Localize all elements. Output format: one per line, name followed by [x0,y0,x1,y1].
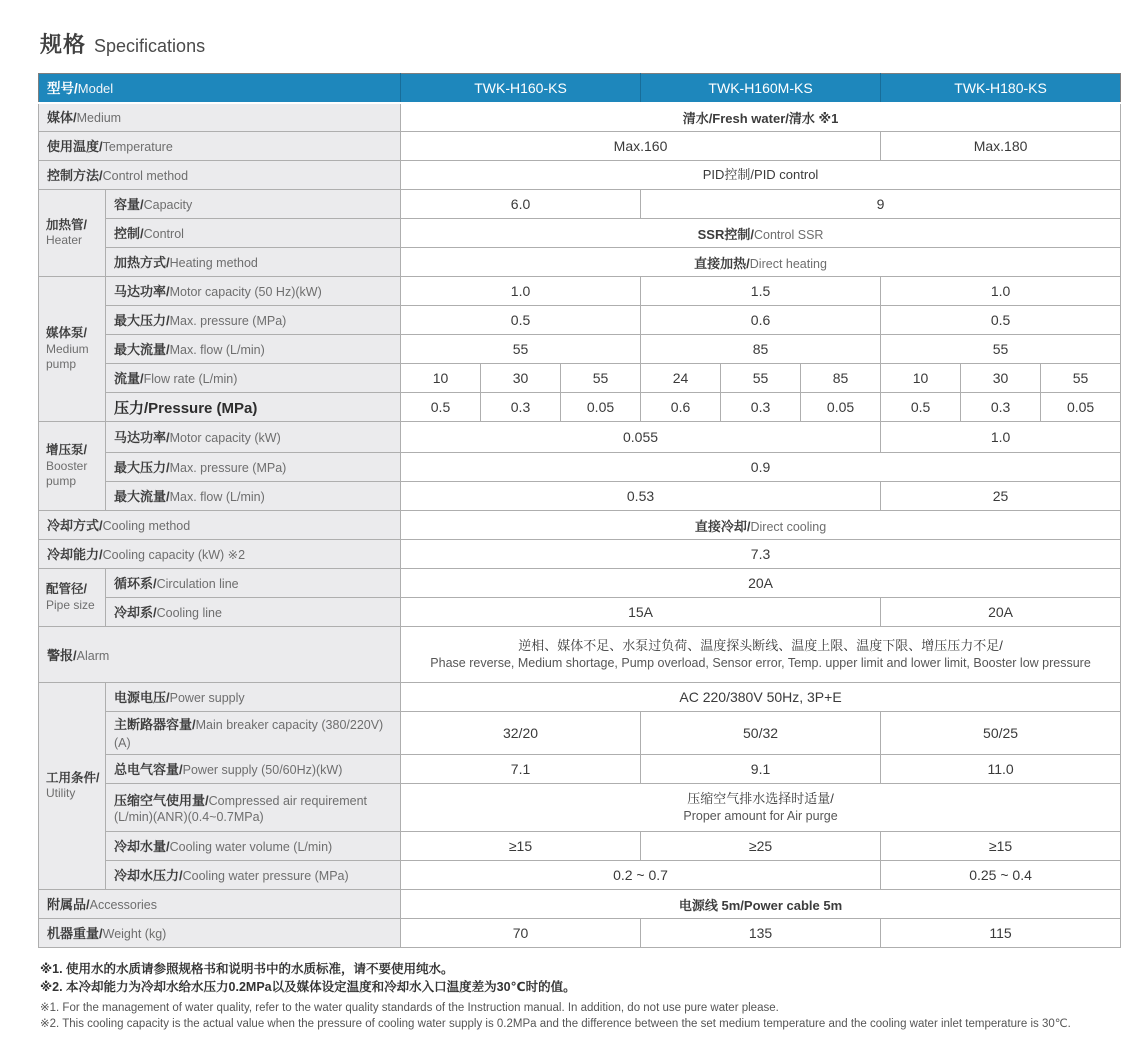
value-breaker-3: 50/25 [881,712,1121,755]
value-weight-2: 135 [641,919,881,948]
header-label-en: Model [77,81,114,97]
value-flow-1: 30 [481,364,561,393]
row-mpump-motor [39,277,1121,306]
value-booster-motor-3: 1.0 [881,422,1121,453]
footnote-en-1: ※1. For the management of water quality, refer to the water quality standards of the Instruction manual. In addition, do not use pure water please. [40,1002,779,1015]
header-model-label [39,74,401,103]
value-weight-3: 115 [881,919,1121,948]
row-weight [39,919,1121,948]
value-accessories: 电源线 5m/Power cable 5m [401,890,1121,919]
row-mpump-max-pressure [39,306,1121,335]
row-temperature [39,132,1121,161]
group-booster-pump: 增压泵/ Booster pump [39,422,106,511]
label-medium: 媒体/Medium [39,103,401,132]
value-press-4: 0.3 [721,393,801,422]
value-flow-8: 55 [1041,364,1121,393]
group-utility: 工用条件/ Utility [39,683,106,890]
label-mpump-max-pressure: 最大压力/Max. pressure (MPa) [106,306,401,335]
specifications-table [38,73,1121,948]
row-booster-motor [39,422,1121,453]
label-alarm: 警报/Alarm [39,627,401,683]
label-cooling-line: 冷却系/Cooling line [106,598,401,627]
label-booster-max-pressure: 最大压力/Max. pressure (MPa) [106,453,401,482]
row-compressed-air [39,784,1121,832]
label-booster-motor: 马达功率/Motor capacity (kW) [106,422,401,453]
value-press-6: 0.5 [881,393,961,422]
value-alarm: 逆相、媒体不足、水泵过负荷、温度探头断线、温度上限、温度下限、增压压力不足/ Phase reverse, Medium shortage, Pump overload, Sensor error, Temp. upper limit and lower limit, Booster low pressure [401,627,1121,683]
page-title-en: Specifications [94,36,206,56]
value-press-3: 0.6 [641,393,721,422]
value-breaker-2: 50/32 [641,712,881,755]
row-cooling-water-pressure [39,861,1121,890]
value-press-2: 0.05 [561,393,641,422]
value-heater-control: SSR控制/Control SSR [401,219,1121,248]
label-temperature: 使用温度/Temperature [39,132,401,161]
row-mpump-pressure [39,393,1121,422]
header-row [39,74,1121,103]
value-mpump-maxp-1: 0.5 [401,306,641,335]
value-mpump-maxp-3: 0.5 [881,306,1121,335]
value-mpump-maxp-2: 0.6 [641,306,881,335]
label-main-breaker: 主断路器容量/Main breaker capacity (380/220V)(A) [106,712,401,755]
value-cooling-capacity: 7.3 [401,540,1121,569]
value-compressed-air: 压缩空气排水选择时适量/ Proper amount for Air purge [401,784,1121,832]
value-power-supply: AC 220/380V 50Hz, 3P+E [401,683,1121,712]
value-total-power-3: 11.0 [881,755,1121,784]
value-cwv-3: ≥15 [881,832,1121,861]
footnote-en-2: ※2. This cooling capacity is the actual value when the pressure of cooling water supply is 0.2MPa and the difference between the set medium temperature and the cooling water inlet temperature is 30℃. [40,1018,1071,1031]
label-heating-method: 加热方式/Heating method [106,248,401,277]
header-model-2: TWK-H160M-KS [641,74,881,103]
value-cwp-3: 0.25 ~ 0.4 [881,861,1121,890]
value-press-0: 0.5 [401,393,481,422]
value-mpump-motor-3: 1.0 [881,277,1121,306]
label-cooling-water-volume: 冷却水量/Cooling water volume (L/min) [106,832,401,861]
value-booster-maxf-12: 0.53 [401,482,881,511]
label-mpump-max-flow: 最大流量/Max. flow (L/min) [106,335,401,364]
row-main-breaker [39,712,1121,755]
spec-sheet [38,28,1120,1032]
value-flow-7: 30 [961,364,1041,393]
value-breaker-1: 32/20 [401,712,641,755]
value-flow-4: 55 [721,364,801,393]
label-compressed-air: 压缩空气使用量/Compressed air requirement (L/min)(ANR)(0.4~0.7MPa) [106,784,401,832]
value-flow-5: 85 [801,364,881,393]
value-cooling-method: 直接冷却/Direct cooling [401,511,1121,540]
value-heater-capacity-23: 9 [641,190,1121,219]
row-booster-max-pressure [39,453,1121,482]
row-cooling-water-volume [39,832,1121,861]
value-mpump-maxf-2: 85 [641,335,881,364]
value-booster-maxf-3: 25 [881,482,1121,511]
label-cooling-capacity: 冷却能力/Cooling capacity (kW) ※2 [39,540,401,569]
value-weight-1: 70 [401,919,641,948]
value-cooling-line-3: 20A [881,598,1121,627]
value-press-5: 0.05 [801,393,881,422]
page-title [40,28,1120,59]
row-cooling-line [39,598,1121,627]
page-title-cn: 规格 [40,32,87,57]
value-booster-motor-12: 0.055 [401,422,881,453]
value-flow-3: 24 [641,364,721,393]
row-alarm [39,627,1121,683]
label-cooling-method: 冷却方式/Cooling method [39,511,401,540]
value-control-method: PID控制/PID control [401,161,1121,190]
label-circulation-line: 循环系/Circulation line [106,569,401,598]
value-flow-0: 10 [401,364,481,393]
label-total-power: 总电气容量/Power supply (50/60Hz)(kW) [106,755,401,784]
group-pipe-size: 配管径/ Pipe size [39,569,106,627]
group-medium-pump: 媒体泵/ Medium pump [39,277,106,422]
value-press-8: 0.05 [1041,393,1121,422]
row-accessories [39,890,1121,919]
footnote-cn-2: ※2. 本冷却能力为冷却水给水压力0.2MPa以及媒体设定温度和冷却水入口温度差为30℃时的值。 [40,980,576,995]
value-total-power-1: 7.1 [401,755,641,784]
value-medium: 清水/Fresh water/清水 ※1 [401,103,1121,132]
label-accessories: 附属品/Accessories [39,890,401,919]
label-cooling-water-pressure: 冷却水压力/Cooling water pressure (MPa) [106,861,401,890]
value-booster-maxp: 0.9 [401,453,1121,482]
value-mpump-maxf-3: 55 [881,335,1121,364]
row-total-power [39,755,1121,784]
header-label-cn: 型号/ [47,81,78,97]
value-mpump-maxf-1: 55 [401,335,641,364]
label-power-supply: 电源电压/Power supply [106,683,401,712]
value-flow-6: 10 [881,364,961,393]
value-temperature-180: Max.180 [881,132,1121,161]
value-temperature-160: Max.160 [401,132,881,161]
row-mpump-max-flow [39,335,1121,364]
value-heating-method: 直接加热/Direct heating [401,248,1121,277]
value-total-power-2: 9.1 [641,755,881,784]
label-mpump-motor: 马达功率/Motor capacity (50 Hz)(kW) [106,277,401,306]
value-press-1: 0.3 [481,393,561,422]
label-weight: 机器重量/Weight (kg) [39,919,401,948]
row-booster-max-flow [39,482,1121,511]
label-heater-capacity: 容量/Capacity [106,190,401,219]
value-cooling-line-12: 15A [401,598,881,627]
row-medium [39,103,1121,132]
label-mpump-pressure: 压力/Pressure (MPa) [106,393,401,422]
label-booster-max-flow: 最大流量/Max. flow (L/min) [106,482,401,511]
row-mpump-flow-rate [39,364,1121,393]
row-circulation-line [39,569,1121,598]
header-model-1: TWK-H160-KS [401,74,641,103]
label-heater-control: 控制/Control [106,219,401,248]
row-cooling-capacity [39,540,1121,569]
row-heater-capacity [39,190,1121,219]
value-cwv-1: ≥15 [401,832,641,861]
row-power-supply [39,683,1121,712]
row-heating-method [39,248,1121,277]
value-mpump-motor-1: 1.0 [401,277,641,306]
label-control-method: 控制方法/Control method [39,161,401,190]
value-cwv-2: ≥25 [641,832,881,861]
value-mpump-motor-2: 1.5 [641,277,881,306]
value-heater-capacity-1: 6.0 [401,190,641,219]
footnotes [40,960,1120,1032]
row-heater-control [39,219,1121,248]
header-model-3: TWK-H180-KS [881,74,1121,103]
footnote-cn-1: ※1. 使用水的水质请参照规格书和说明书中的水质标准，请不要使用纯水。 [40,962,454,976]
row-control-method [39,161,1121,190]
value-press-7: 0.3 [961,393,1041,422]
row-cooling-method [39,511,1121,540]
value-flow-2: 55 [561,364,641,393]
group-heater: 加热管/ Heater [39,190,106,277]
value-circulation-line: 20A [401,569,1121,598]
label-mpump-flow-rate: 流量/Flow rate (L/min) [106,364,401,393]
value-cwp-12: 0.2 ~ 0.7 [401,861,881,890]
